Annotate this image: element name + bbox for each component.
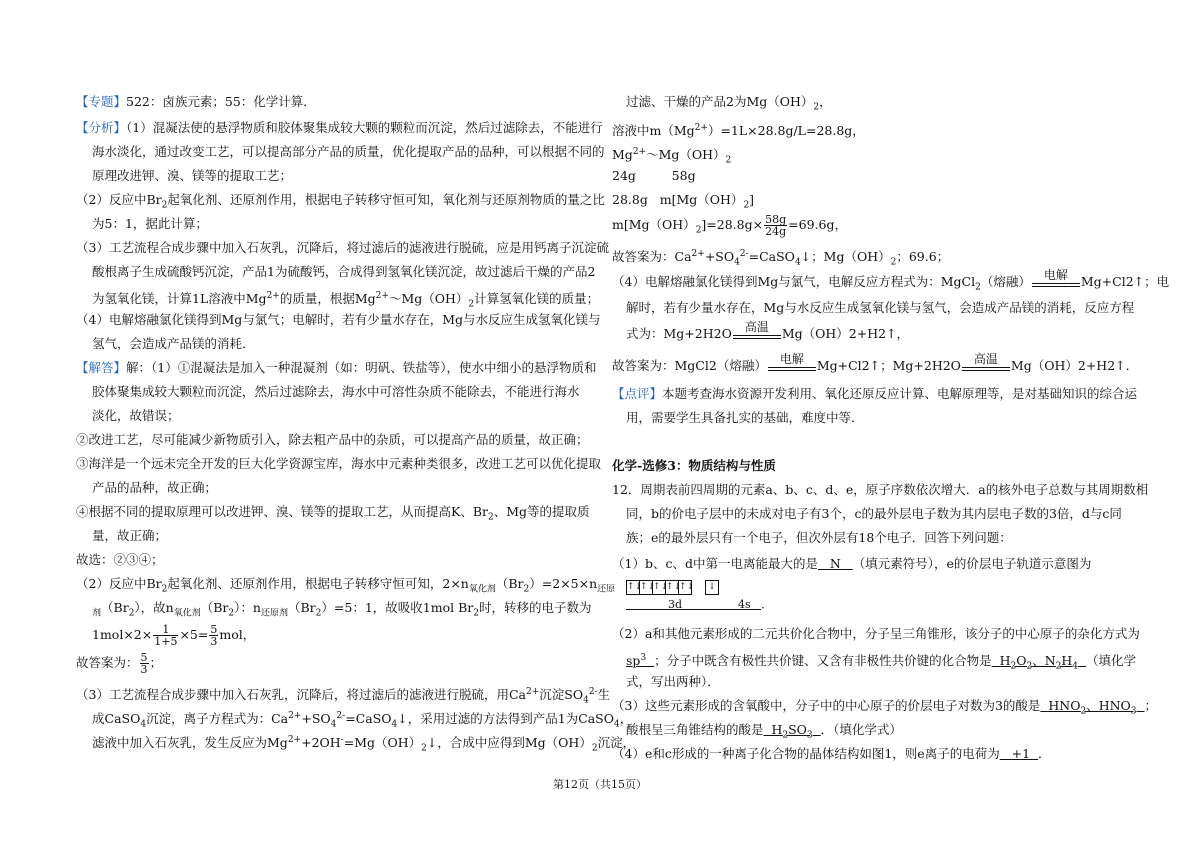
orbital-box: ↑↓ — [665, 580, 679, 595]
text-line: 为5：1，据此计算； — [92, 216, 208, 231]
question-3: （3）这些元素形成的含氧酸中，分子中的中心原子的价层电子对数为3的酸是 $HNO_2$、$HNO_3$ ； — [612, 698, 1157, 717]
question-2: （2）a和其他元素形成的二元共价化合物中，分子呈三角锥形，该分子的中心原子的杂化方式为 — [612, 626, 1140, 641]
text-line: （3）工艺流程合成步骤中加入石灰乳，沉降后，将过滤后的滤液进行脱硫，应是用钙离子沉淀硫 — [76, 240, 609, 255]
text-line: （3）工艺流程合成步骤中加入石灰乳，沉降后，将过滤后的滤液进行脱硫，用$Ca^{2+}$沉淀$SO_4^{2-}$生 — [76, 687, 611, 706]
text-line: 解时，若有少量水存在，Mg与水反应生成氢氧化镁与氢气，会造成产品镁的消耗，反应方程 — [626, 300, 1135, 315]
text-line: 氢气，会造成产品镁的消耗． — [92, 336, 255, 351]
orbital-box: ↑↓ — [639, 580, 653, 595]
reaction-arrow: 电解 — [768, 360, 816, 374]
section-title: 化学-选修3：物质结构与性质 — [612, 458, 776, 473]
text-line: 为氢氧化镁，计算1L溶液中$Mg^{2+}$的质量，根据$Mg^{2+}\sim Mg(OH)_2$计算氢氧化镁的质量； — [92, 291, 600, 310]
fraction-line: $m[Mg(OH)_2]=28.8g\times$ $\frac{58g}{24g}$ =69.6g， — [612, 213, 847, 238]
orbital-diagram — [626, 580, 718, 595]
answer-line: 【解答】解：（1）①混凝法是加入一种混凝剂（如：明矾、铁盐等），使水中细小的悬浮物质和 — [76, 360, 597, 375]
text-line: 28.8g $m[Mg(OH)_2]$ — [612, 192, 755, 211]
equation-line: （4）电解熔融氯化镁得到Mg与氯气，电解反应方程式为：MgCl$_2$（熔融） 电解 Mg+Cl2↑；电 — [612, 267, 1170, 293]
text-line: 24g 58g — [612, 168, 696, 183]
answer-2: 故答案为： $\frac{5}{3}$ ； — [76, 651, 163, 676]
orbital-box: ↑↓ — [626, 580, 640, 595]
equation-line: 故答案为：MgCl2（熔融） 电解 Mg+Cl2↑；Mg+2H2O 高温 Mg（OH）2+H2↑． — [612, 351, 1139, 373]
text-line: ②改进工艺，尽可能减少新物质引入，除去粗产品中的杂质，可以提高产品的质量，故正确； — [76, 432, 589, 447]
text-line: 过滤、干燥的产品2为$Mg(OH)_2$， — [626, 94, 832, 113]
text-line: 胶体聚集成较大颗粒而沉淀，然后过滤除去，海水中可溶性杂质不能除去，不能进行海水 — [92, 384, 580, 399]
text-line: （4）电解熔融氯化镁得到Mg与氯气；电解时，若有少量水存在，Mg与水反应生成氢氧化镁与 — [76, 312, 601, 327]
text-line: ③海洋是一个远未完全开发的巨大化学资源宝库，海水中元素种类很多，改进工艺可以优化提取 — [76, 456, 602, 471]
text-line: 产品的品种，故正确； — [92, 480, 218, 495]
topic-line: 【专题】522：卤族元素；55：化学计算． — [76, 94, 316, 109]
text-line: 溶液中$m(Mg^{2+})=1L\times 28.8g/L=28.8g$， — [612, 123, 865, 139]
text-line: $_剂(Br_2)$，故$n_{氧化剂}(Br_2)$：$n_{还原剂}(Br_2)=5$：1，故吸收1mol $Br_2$时，转移的电子数为 — [92, 600, 592, 619]
fraction-line: 1mol×2× $\frac{1}{1+5}$ ×5= $\frac{5}{3}$ mol， — [92, 623, 256, 648]
orbital-box: ↑↓ — [652, 580, 666, 595]
text-line: ④根据不同的提取原理可以改进钾、溴、镁等的提取工艺，从而提高K、$Br_2$、Mg等的提取质 — [76, 504, 590, 523]
text-line: （2）反应中$Br_2$起氧化剂、还原剂作用，根据电子转移守恒可知，氧化剂与还原剂物质的量之比 — [76, 192, 605, 211]
page-footer: 第12页（共15页） — [553, 778, 647, 791]
orbital-labels: 3d 4s ． — [667, 598, 773, 611]
equation-line: 式为：Mg+2H2O 高温 Mg（OH）2+H2↑， — [626, 319, 910, 341]
orbital-box: ↑↓ — [678, 580, 692, 595]
text-line: 故选：②③④； — [76, 552, 164, 567]
question-4: （4）e和c形成的一种离子化合物的晶体结构如图1，则e离子的电荷为 +1 ． — [612, 746, 1051, 761]
orbital-box: ↓ — [705, 580, 719, 595]
text-line: （2）反应中$Br_2$起氧化剂、还原剂作用，根据电子转移守恒可知，$2\times n_{氧化剂}(Br_2)=2\times 5\times n_{还原}$ — [76, 576, 616, 595]
reaction-arrow: 电解 — [1032, 276, 1080, 290]
question-2-end: 式，写出两种）． — [626, 674, 720, 689]
question-line: 12．周期表前四周期的元素a、b、c、d、e，原子序数依次增大．a的核外电子总数与其周期数相 — [612, 482, 1149, 497]
text-line: 用，需要学生具备扎实的基础，难度中等． — [626, 410, 864, 425]
text-line: 淡化，故错误； — [92, 408, 180, 423]
text-line: 量，故正确； — [92, 528, 168, 543]
question-line: 同，b的价电子层中的未成对电子有3个，c的最外层电子数为其内层电子数的3倍，d与c同 — [626, 506, 1122, 521]
reaction-arrow: 高温 — [962, 360, 1010, 374]
text-line: 酸根离子生成硫酸钙沉淀，产品1为硫酸钙，合成得到氢氧化镁沉淀，故过滤后干燥的产品2 — [92, 264, 596, 279]
text-line: 海水淡化，通过改变工艺，可以提高部分产品的质量，优化提取产品的品种，可以根据不同的 — [92, 144, 605, 159]
text-line: 故答案为：$Ca^{2+}+SO_4^{2-}=CaSO_4↓$；$Mg(OH)_2$；69.6； — [612, 249, 950, 268]
analysis-line: 【分析】（1）混凝法使的悬浮物质和胶体聚集成较大颗的颗粒而沉淀，然后过滤除去，不能进行 — [76, 120, 603, 135]
text-line: 滤液中加入石灰乳，发生反应为$Mg^{2+}+2OH^-=Mg(OH)_2↓$，合成中应得到$Mg(OH)_2$沉淀， — [92, 735, 636, 754]
comment-line: 【点评】本题考查海水资源开发利用、氧化还原反应计算、电解原理等，是对基础知识的综合运 — [612, 386, 1138, 401]
text-line: 成CaSO$_4$沉淀，离子方程式为：$Ca^{2+}+SO_4^{2-}=CaSO_4↓$，采用过滤的方法得到产品1为CaSO$_4$， — [92, 711, 633, 730]
question-1: （1）b、c、d中第一电离能最大的是 N （填元素符号），e的价层电子轨道示意图为 — [612, 556, 1092, 571]
question-line: 族；e的最外层只有一个电子，但次外层有18个电子．回答下列问题： — [626, 530, 1012, 545]
question-3-cont: 酸根呈三角锥结构的酸是 $H_2SO_3$ ．（填化学式） — [626, 722, 902, 741]
question-2-cont: $sp^3$ ；分子中既含有极性共价键、又含有非极性共价键的化合物是 $H_2O_2$、$N_2H_4$ （填化学 — [626, 653, 1136, 672]
reaction-arrow: 高温 — [733, 328, 781, 342]
text-line: $Mg^{2+}\sim Mg(OH)_2$ — [612, 147, 732, 166]
text-line: 原理改进钾、溴、镁等的提取工艺； — [92, 168, 293, 183]
